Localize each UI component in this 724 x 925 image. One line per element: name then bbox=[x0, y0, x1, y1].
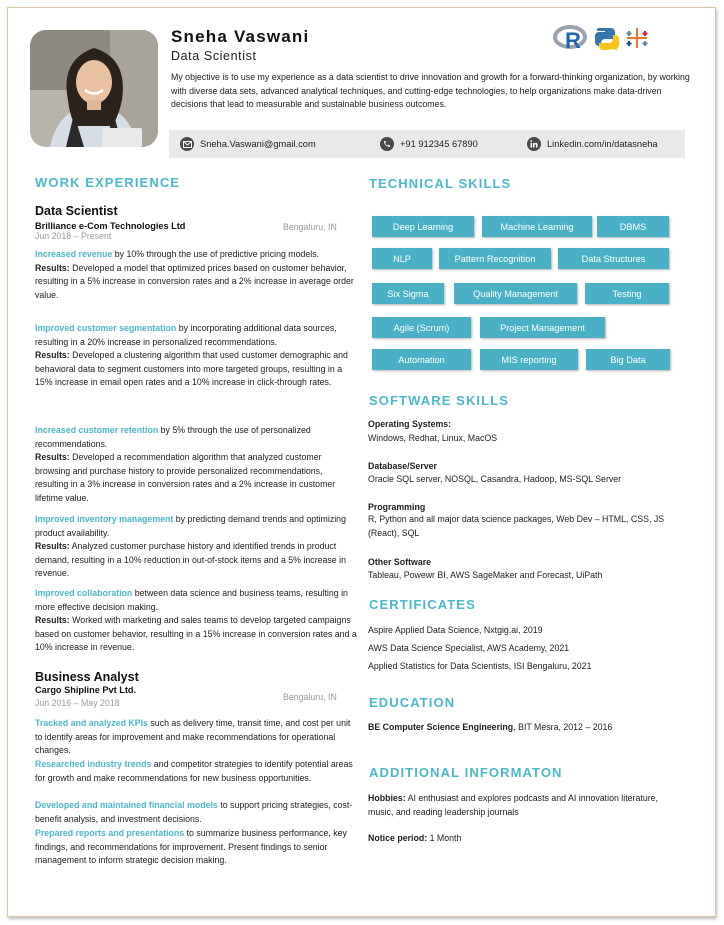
skill-chip: Data Structures bbox=[558, 248, 669, 269]
contact-email[interactable] bbox=[180, 136, 316, 152]
skill-chip: Testing bbox=[585, 283, 669, 304]
technical-skills-heading: TECHNICAL SKILLS bbox=[369, 176, 512, 191]
contact-bar bbox=[169, 130, 685, 158]
software-label-db: Database/Server bbox=[368, 461, 437, 471]
job1-location: Bengaluru, IN bbox=[283, 222, 337, 232]
software-value-db: Oracle SQL server, NOSQL, Casandra, Hadoop, MS-SQL Server bbox=[368, 474, 622, 484]
linkedin-icon bbox=[527, 137, 541, 151]
certificate-item: Applied Statistics for Data Scientists, ISI Bengaluru, 2021 bbox=[368, 661, 592, 671]
work-experience-heading: WORK EXPERIENCE bbox=[35, 175, 181, 190]
profile-photo bbox=[30, 30, 158, 147]
notice-period: Notice period: 1 Month bbox=[368, 833, 462, 843]
skill-chip: Quality Management bbox=[454, 283, 577, 304]
candidate-title: Data Scientist bbox=[171, 49, 257, 63]
job1-item-4: Improved inventory management by predicting demand trends and optimizing product availability. Results: Analyzed customer purchase history and identified trends in product demand, resulting in a 10% reduction in out-of-stock items and a 5% increase in revenue. bbox=[35, 514, 346, 579]
linkedin-text: Linkedin.com/in/datasneha bbox=[547, 139, 658, 149]
r-logo-icon bbox=[555, 27, 585, 53]
job2-title: Business Analyst bbox=[35, 670, 139, 684]
job1-item-5: Improved collaboration between data science and business teams, resulting in more effective decision making. Results: Worked with marketing and sales teams to develop targeted campaigns based on customer behavior, resulting in a 15% increase in conversion rates and a 10% increase in revenue. bbox=[35, 588, 357, 653]
job2-dates: Jun 2016 – May 2018 bbox=[35, 698, 120, 708]
phone-icon bbox=[380, 137, 394, 151]
skill-chip: MIS reporting bbox=[480, 349, 578, 370]
skill-chip: Machine Learning bbox=[482, 216, 592, 237]
job1-item-2: Improved customer segmentation by incorporating additional data sources, resulting in a 20% increase in personalized recommendations. Results: Developed a clustering algorithm that used customer demographic and behavioral data to segment customers into more targeted groups, resulting in a 15% increase in email open rates and a 10% increase in click-through rates. bbox=[35, 323, 348, 388]
additional-info-heading: ADDITIONAL INFORMATON bbox=[369, 765, 563, 780]
software-label-os: Operating Systems: bbox=[368, 419, 452, 429]
software-skills-heading: SOFTWARE SKILLS bbox=[369, 393, 509, 408]
hobbies-text: Hobbies: AI enthusiast and explores podcasts and AI innovation literature, music, and reading leadership journals bbox=[368, 793, 658, 817]
software-value-prog: R, Python and all major data science packages, Web Dev – HTML, CSS, JS (React), SQL bbox=[368, 514, 665, 538]
python-logo-icon bbox=[595, 28, 619, 50]
job2-item-3: Developed and maintained financial models to support pricing strategies, cost-benefit analysis, and investment decisions. bbox=[35, 800, 353, 824]
certificates-heading: CERTIFICATES bbox=[369, 597, 476, 612]
skill-chip: Pattern Recognition bbox=[439, 248, 551, 269]
skill-chip: Six Sigma bbox=[372, 283, 444, 304]
education-detail: , BIT Mesra, 2012 – 2016 bbox=[513, 722, 613, 732]
skill-chip: Project Management bbox=[480, 317, 605, 338]
certificate-item: AWS Data Science Specialist, AWS Academy, 2021 bbox=[368, 643, 570, 653]
resume-page bbox=[7, 7, 716, 917]
job1-item-1: Increased revenue by 10% through the use of predictive pricing models. Results: Developed a model that optimized prices based on customer behavior, resulting in a 5% increase in conversion rates and a 2% increase in average order value. bbox=[35, 249, 354, 300]
tableau-logo-icon bbox=[627, 28, 648, 48]
skill-chip: DBMS bbox=[597, 216, 669, 237]
job1-dates: Jun 2018 – Present bbox=[35, 231, 112, 241]
education-heading: EDUCATION bbox=[369, 695, 456, 710]
software-label-other: Other Software bbox=[368, 557, 432, 567]
job1-title: Data Scientist bbox=[35, 204, 118, 218]
job2-item-1: Tracked and analyzed KPIs such as delivery time, transit time, and cost per unit to identify areas for improvement and make recommendations for operational changes. bbox=[35, 718, 351, 756]
contact-linkedin[interactable] bbox=[527, 136, 658, 152]
tool-logos bbox=[553, 23, 653, 53]
svg-text:R: R bbox=[565, 28, 581, 53]
email-icon bbox=[180, 137, 194, 151]
certificate-item: Aspire Applied Data Science, Nxtgig.ai, 2019 bbox=[368, 625, 543, 635]
job2-item-2: Researched industry trends and competitor strategies to identify potential areas for growth and make recommendations for new business opportunities. bbox=[35, 759, 353, 783]
job1-company: Brilliance e-Com Technologies Ltd bbox=[35, 221, 186, 231]
job2-location: Bengaluru, IN bbox=[283, 692, 337, 702]
software-value-other: Tableau, Powewr BI, AWS SageMaker and Forecast, UiPath bbox=[368, 570, 603, 580]
objective-text: My objective is to use my experience as a data scientist to drive innovation and growth for a forward-thinking organization, by working with diverse data sets, advanced analytical techniques, and cutting-edge technologies, to help organizations make data-driven decisions that lead to measurable and sustainable business outcomes. bbox=[171, 72, 690, 109]
candidate-name: Sneha Vaswani bbox=[171, 27, 310, 46]
skill-chip: Deep Learning bbox=[372, 216, 474, 237]
software-value-os: Windows, Redhat, Linux, MacOS bbox=[368, 433, 498, 443]
education-degree: BE Computer Science Engineering bbox=[368, 722, 514, 732]
email-text: Sneha.Vaswani@gmail.com bbox=[200, 139, 316, 149]
skill-chip: Agile (Scrum) bbox=[372, 317, 471, 338]
job1-item-3: Increased customer retention by 5% through the use of personalized recommendations. Results: Developed a recommendation algorithm that analyzed customer browsing and purchase history to provide personalized recommendations, resulting in a 3% increase in conversion rates and a 2% increase in customer lifetime value. bbox=[35, 425, 336, 503]
contact-phone[interactable] bbox=[380, 136, 478, 152]
job2-company: Cargo Shipline Pvt Ltd. bbox=[35, 685, 137, 695]
education-entry bbox=[368, 722, 612, 732]
skill-chip: Automation bbox=[372, 349, 471, 370]
skill-chip: NLP bbox=[372, 248, 432, 269]
skill-chip: Big Data bbox=[586, 349, 670, 370]
phone-text: +91 912345 67890 bbox=[400, 139, 478, 149]
software-label-prog: Programming bbox=[368, 502, 426, 512]
job2-item-4: Prepared reports and presentations to summarize business performance, key findings, and recommendations for improvement. Present findings to senior management to inform strategic decision making. bbox=[35, 828, 347, 866]
